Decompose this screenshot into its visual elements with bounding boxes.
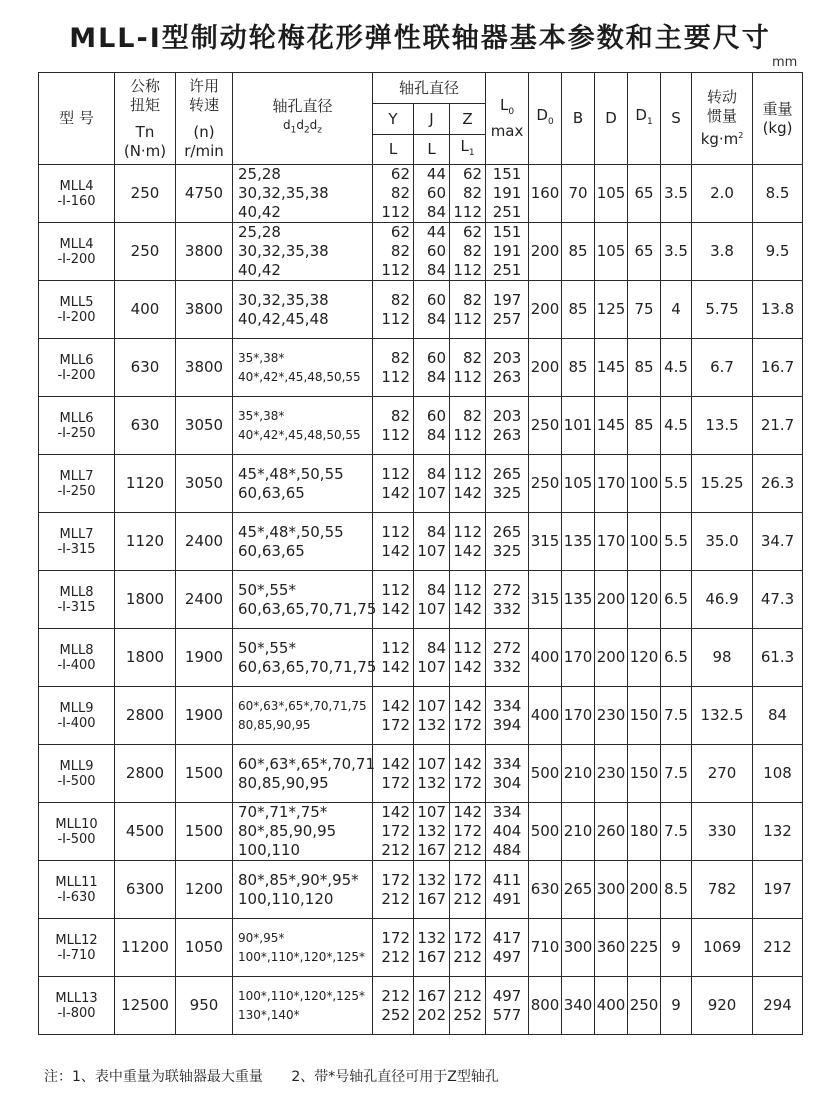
table-row bbox=[39, 281, 803, 339]
cell-l0: 151 191 251 bbox=[486, 223, 529, 281]
cell-torque: 630 bbox=[115, 397, 176, 455]
cell-b: 340 bbox=[562, 977, 595, 1035]
cell-y-l: 82 112 bbox=[373, 281, 414, 339]
cell-b: 105 bbox=[562, 455, 595, 513]
cell-b: 70 bbox=[562, 165, 595, 223]
cell-l0: 334 404 484 bbox=[486, 803, 529, 861]
cell-b: 135 bbox=[562, 513, 595, 571]
cell-shaft-diameter: 70*,71*,75* 80*,85,90,95 100,110 bbox=[233, 803, 373, 861]
cell-d0: 400 bbox=[529, 687, 562, 745]
cell-z-l1: 62 82 112 bbox=[450, 223, 486, 281]
cell-shaft-diameter: 35*,38* 40*,42*,45,48,50,55 bbox=[233, 339, 373, 397]
cell-speed: 3800 bbox=[176, 223, 233, 281]
cell-s: 3.5 bbox=[661, 223, 692, 281]
table-row bbox=[39, 455, 803, 513]
cell-y-l: 112 142 bbox=[373, 629, 414, 687]
cell-d0: 400 bbox=[529, 629, 562, 687]
cell-s: 4 bbox=[661, 281, 692, 339]
col-j: J bbox=[414, 104, 450, 135]
cell-speed: 3050 bbox=[176, 455, 233, 513]
cell-s: 7.5 bbox=[661, 745, 692, 803]
cell-y-l: 62 82 112 bbox=[373, 165, 414, 223]
cell-torque: 6300 bbox=[115, 861, 176, 919]
cell-d1: 120 bbox=[628, 571, 661, 629]
cell-s: 8.5 bbox=[661, 861, 692, 919]
cell-j-l: 84 107 bbox=[414, 513, 450, 571]
cell-z-l1: 142 172 bbox=[450, 745, 486, 803]
cell-inertia: 1069 bbox=[692, 919, 753, 977]
cell-l0: 497 577 bbox=[486, 977, 529, 1035]
unit-label: mm bbox=[772, 55, 798, 70]
cell-y-l: 112 142 bbox=[373, 455, 414, 513]
cell-d0: 200 bbox=[529, 223, 562, 281]
cell-weight: 108 bbox=[753, 745, 803, 803]
cell-j-l: 44 60 84 bbox=[414, 223, 450, 281]
table-row bbox=[39, 977, 803, 1035]
cell-l0: 272 332 bbox=[486, 571, 529, 629]
cell-speed: 1900 bbox=[176, 687, 233, 745]
cell-d: 170 bbox=[595, 455, 628, 513]
cell-inertia: 2.0 bbox=[692, 165, 753, 223]
cell-s: 5.5 bbox=[661, 513, 692, 571]
cell-torque: 250 bbox=[115, 223, 176, 281]
cell-z-l1: 62 82 112 bbox=[450, 165, 486, 223]
cell-inertia: 5.75 bbox=[692, 281, 753, 339]
cell-weight: 21.7 bbox=[753, 397, 803, 455]
cell-d1: 225 bbox=[628, 919, 661, 977]
cell-weight: 8.5 bbox=[753, 165, 803, 223]
cell-s: 7.5 bbox=[661, 803, 692, 861]
cell-d0: 200 bbox=[529, 281, 562, 339]
cell-torque: 1800 bbox=[115, 571, 176, 629]
cell-z-l1: 142 172 212 bbox=[450, 803, 486, 861]
cell-weight: 197 bbox=[753, 861, 803, 919]
cell-shaft-diameter: 35*,38* 40*,42*,45,48,50,55 bbox=[233, 397, 373, 455]
cell-model: MLL9 -I-400 bbox=[39, 687, 115, 745]
cell-l0: 411 491 bbox=[486, 861, 529, 919]
cell-shaft-diameter: 25,28 30,32,35,38 40,42 bbox=[233, 223, 373, 281]
cell-d1: 65 bbox=[628, 165, 661, 223]
cell-shaft-diameter: 25,28 30,32,35,38 40,42 bbox=[233, 165, 373, 223]
cell-d: 105 bbox=[595, 223, 628, 281]
cell-z-l1: 82 112 bbox=[450, 339, 486, 397]
cell-inertia: 330 bbox=[692, 803, 753, 861]
cell-j-l: 132 167 bbox=[414, 919, 450, 977]
cell-d1: 85 bbox=[628, 339, 661, 397]
cell-torque: 400 bbox=[115, 281, 176, 339]
spec-table bbox=[38, 72, 803, 1035]
cell-j-l: 107 132 167 bbox=[414, 803, 450, 861]
cell-shaft-diameter: 45*,48*,50,55 60,63,65 bbox=[233, 455, 373, 513]
col-inertia: 转动惯量 $kg\cdot m^2$ bbox=[692, 73, 753, 165]
cell-z-l1: 172 212 bbox=[450, 861, 486, 919]
cell-y-l: 142 172 bbox=[373, 687, 414, 745]
cell-s: 4.5 bbox=[661, 397, 692, 455]
col-model: 型 号 bbox=[39, 73, 115, 165]
cell-inertia: 270 bbox=[692, 745, 753, 803]
cell-torque: 4500 bbox=[115, 803, 176, 861]
cell-z-l1: 172 212 bbox=[450, 919, 486, 977]
cell-inertia: 6.7 bbox=[692, 339, 753, 397]
cell-b: 101 bbox=[562, 397, 595, 455]
footnote bbox=[44, 1066, 523, 1086]
cell-speed: 1900 bbox=[176, 629, 233, 687]
table-row bbox=[39, 803, 803, 861]
cell-weight: 294 bbox=[753, 977, 803, 1035]
cell-j-l: 107 132 bbox=[414, 745, 450, 803]
table-row bbox=[39, 745, 803, 803]
cell-b: 300 bbox=[562, 919, 595, 977]
cell-l0: 203 263 bbox=[486, 339, 529, 397]
cell-torque: 630 bbox=[115, 339, 176, 397]
cell-z-l1: 142 172 bbox=[450, 687, 486, 745]
col-j-l: L bbox=[414, 135, 450, 165]
cell-s: 6.5 bbox=[661, 571, 692, 629]
cell-d1: 200 bbox=[628, 861, 661, 919]
cell-z-l1: 112 142 bbox=[450, 455, 486, 513]
cell-speed: 2400 bbox=[176, 513, 233, 571]
cell-weight: 16.7 bbox=[753, 339, 803, 397]
cell-d0: 500 bbox=[529, 745, 562, 803]
cell-d: 145 bbox=[595, 397, 628, 455]
col-y-l: L bbox=[373, 135, 414, 165]
col-shaft-diameter: 轴孔直径 $d_1d_2d_z$ bbox=[233, 73, 373, 165]
cell-torque: 1800 bbox=[115, 629, 176, 687]
col-torque: 公称扭矩 Tn (N·m) bbox=[115, 73, 176, 165]
cell-model: MLL5 -I-200 bbox=[39, 281, 115, 339]
cell-b: 85 bbox=[562, 339, 595, 397]
cell-j-l: 60 84 bbox=[414, 281, 450, 339]
cell-model: MLL4 -I-200 bbox=[39, 223, 115, 281]
cell-j-l: 107 132 bbox=[414, 687, 450, 745]
note-2: 2、带*号轴孔直径可用于Z型轴孔 bbox=[291, 1069, 499, 1085]
cell-speed: 1200 bbox=[176, 861, 233, 919]
cell-l0: 197 257 bbox=[486, 281, 529, 339]
cell-d0: 800 bbox=[529, 977, 562, 1035]
cell-torque: 250 bbox=[115, 165, 176, 223]
cell-weight: 9.5 bbox=[753, 223, 803, 281]
cell-j-l: 44 60 84 bbox=[414, 165, 450, 223]
cell-model: MLL12 -I-710 bbox=[39, 919, 115, 977]
col-z: Z bbox=[450, 104, 486, 135]
cell-b: 170 bbox=[562, 687, 595, 745]
cell-d1: 85 bbox=[628, 397, 661, 455]
col-z-l1: $L_1$ bbox=[450, 135, 486, 165]
cell-torque: 2800 bbox=[115, 745, 176, 803]
cell-d: 400 bbox=[595, 977, 628, 1035]
cell-speed: 1500 bbox=[176, 803, 233, 861]
cell-shaft-diameter: 50*,55* 60,63,65,70,71,75 bbox=[233, 629, 373, 687]
cell-z-l1: 112 142 bbox=[450, 571, 486, 629]
cell-l0: 151 191 251 bbox=[486, 165, 529, 223]
cell-b: 170 bbox=[562, 629, 595, 687]
cell-shaft-diameter: 60*,63*,65*,70,71 80,85,90,95 bbox=[233, 745, 373, 803]
table-row bbox=[39, 339, 803, 397]
table-row bbox=[39, 861, 803, 919]
cell-y-l: 112 142 bbox=[373, 513, 414, 571]
col-d1: $D_1$ bbox=[628, 73, 661, 165]
cell-weight: 132 bbox=[753, 803, 803, 861]
cell-j-l: 84 107 bbox=[414, 455, 450, 513]
cell-b: 210 bbox=[562, 803, 595, 861]
cell-j-l: 60 84 bbox=[414, 339, 450, 397]
cell-model: MLL7 -I-315 bbox=[39, 513, 115, 571]
cell-model: MLL6 -I-250 bbox=[39, 397, 115, 455]
cell-b: 210 bbox=[562, 745, 595, 803]
col-d: D bbox=[595, 73, 628, 165]
table-row bbox=[39, 513, 803, 571]
cell-z-l1: 212 252 bbox=[450, 977, 486, 1035]
cell-weight: 26.3 bbox=[753, 455, 803, 513]
cell-torque: 11200 bbox=[115, 919, 176, 977]
cell-torque: 2800 bbox=[115, 687, 176, 745]
col-b: B bbox=[562, 73, 595, 165]
cell-inertia: 15.25 bbox=[692, 455, 753, 513]
cell-z-l1: 82 112 bbox=[450, 397, 486, 455]
cell-z-l1: 82 112 bbox=[450, 281, 486, 339]
cell-z-l1: 112 142 bbox=[450, 513, 486, 571]
cell-inertia: 46.9 bbox=[692, 571, 753, 629]
cell-weight: 84 bbox=[753, 687, 803, 745]
cell-d1: 100 bbox=[628, 513, 661, 571]
cell-d0: 250 bbox=[529, 455, 562, 513]
cell-inertia: 35.0 bbox=[692, 513, 753, 571]
cell-inertia: 782 bbox=[692, 861, 753, 919]
cell-y-l: 112 142 bbox=[373, 571, 414, 629]
cell-y-l: 82 112 bbox=[373, 397, 414, 455]
cell-y-l: 172 212 bbox=[373, 861, 414, 919]
cell-weight: 13.8 bbox=[753, 281, 803, 339]
cell-j-l: 60 84 bbox=[414, 397, 450, 455]
col-bore-group: 轴孔直径 bbox=[373, 73, 486, 104]
col-d0: $D_0$ bbox=[529, 73, 562, 165]
col-s: S bbox=[661, 73, 692, 165]
cell-s: 9 bbox=[661, 919, 692, 977]
cell-b: 85 bbox=[562, 281, 595, 339]
cell-y-l: 82 112 bbox=[373, 339, 414, 397]
cell-model: MLL10 -I-500 bbox=[39, 803, 115, 861]
cell-l0: 265 325 bbox=[486, 513, 529, 571]
cell-j-l: 132 167 bbox=[414, 861, 450, 919]
cell-d0: 500 bbox=[529, 803, 562, 861]
cell-j-l: 84 107 bbox=[414, 571, 450, 629]
cell-speed: 3800 bbox=[176, 281, 233, 339]
cell-model: MLL8 -I-400 bbox=[39, 629, 115, 687]
note-1: 注：1、表中重量为联轴器最大重量 bbox=[44, 1069, 263, 1085]
cell-d: 170 bbox=[595, 513, 628, 571]
cell-b: 85 bbox=[562, 223, 595, 281]
cell-d0: 630 bbox=[529, 861, 562, 919]
cell-d: 230 bbox=[595, 745, 628, 803]
cell-model: MLL11 -I-630 bbox=[39, 861, 115, 919]
cell-d0: 315 bbox=[529, 571, 562, 629]
cell-shaft-diameter: 60*,63*,65*,70,71,75 80,85,90,95 bbox=[233, 687, 373, 745]
cell-speed: 3050 bbox=[176, 397, 233, 455]
table-row bbox=[39, 919, 803, 977]
cell-model: MLL4 -I-160 bbox=[39, 165, 115, 223]
cell-shaft-diameter: 45*,48*,50,55 60,63,65 bbox=[233, 513, 373, 571]
cell-d1: 120 bbox=[628, 629, 661, 687]
cell-d: 260 bbox=[595, 803, 628, 861]
cell-d: 200 bbox=[595, 629, 628, 687]
cell-speed: 4750 bbox=[176, 165, 233, 223]
cell-speed: 3800 bbox=[176, 339, 233, 397]
cell-d1: 150 bbox=[628, 687, 661, 745]
cell-d0: 160 bbox=[529, 165, 562, 223]
cell-model: MLL8 -I-315 bbox=[39, 571, 115, 629]
col-l0: $L_0$ max bbox=[486, 73, 529, 165]
col-speed: 许用转速 (n) r/min bbox=[176, 73, 233, 165]
cell-b: 265 bbox=[562, 861, 595, 919]
table-row bbox=[39, 397, 803, 455]
table-row bbox=[39, 571, 803, 629]
cell-d0: 315 bbox=[529, 513, 562, 571]
cell-weight: 212 bbox=[753, 919, 803, 977]
cell-shaft-diameter: 90*,95* 100*,110*,120*,125* bbox=[233, 919, 373, 977]
cell-weight: 61.3 bbox=[753, 629, 803, 687]
cell-model: MLL7 -I-250 bbox=[39, 455, 115, 513]
cell-l0: 417 497 bbox=[486, 919, 529, 977]
cell-inertia: 13.5 bbox=[692, 397, 753, 455]
cell-torque: 1120 bbox=[115, 455, 176, 513]
cell-model: MLL9 -I-500 bbox=[39, 745, 115, 803]
cell-speed: 1500 bbox=[176, 745, 233, 803]
table-row bbox=[39, 687, 803, 745]
cell-y-l: 142 172 212 bbox=[373, 803, 414, 861]
page-title: MLL-I型制动轮梅花形弹性联轴器基本参数和主要尺寸 bbox=[69, 23, 771, 54]
cell-shaft-diameter: 30,32,35,38 40,42,45,48 bbox=[233, 281, 373, 339]
cell-s: 7.5 bbox=[661, 687, 692, 745]
cell-d: 105 bbox=[595, 165, 628, 223]
cell-y-l: 172 212 bbox=[373, 919, 414, 977]
cell-weight: 47.3 bbox=[753, 571, 803, 629]
cell-speed: 2400 bbox=[176, 571, 233, 629]
cell-l0: 334 304 bbox=[486, 745, 529, 803]
cell-l0: 203 263 bbox=[486, 397, 529, 455]
cell-l0: 265 325 bbox=[486, 455, 529, 513]
cell-d: 300 bbox=[595, 861, 628, 919]
cell-d1: 100 bbox=[628, 455, 661, 513]
cell-d1: 180 bbox=[628, 803, 661, 861]
col-weight: 重量 (kg) bbox=[753, 73, 803, 165]
cell-s: 5.5 bbox=[661, 455, 692, 513]
cell-d: 200 bbox=[595, 571, 628, 629]
cell-d: 125 bbox=[595, 281, 628, 339]
cell-d: 145 bbox=[595, 339, 628, 397]
cell-speed: 1050 bbox=[176, 919, 233, 977]
cell-d: 360 bbox=[595, 919, 628, 977]
cell-y-l: 142 172 bbox=[373, 745, 414, 803]
cell-z-l1: 112 142 bbox=[450, 629, 486, 687]
cell-d1: 75 bbox=[628, 281, 661, 339]
cell-l0: 272 332 bbox=[486, 629, 529, 687]
cell-d1: 65 bbox=[628, 223, 661, 281]
table-row bbox=[39, 165, 803, 223]
cell-s: 3.5 bbox=[661, 165, 692, 223]
table-row bbox=[39, 223, 803, 281]
cell-b: 135 bbox=[562, 571, 595, 629]
cell-model: MLL6 -I-200 bbox=[39, 339, 115, 397]
cell-y-l: 62 82 112 bbox=[373, 223, 414, 281]
cell-d0: 250 bbox=[529, 397, 562, 455]
cell-l0: 334 394 bbox=[486, 687, 529, 745]
cell-d1: 250 bbox=[628, 977, 661, 1035]
cell-torque: 12500 bbox=[115, 977, 176, 1035]
cell-d1: 150 bbox=[628, 745, 661, 803]
cell-s: 4.5 bbox=[661, 339, 692, 397]
col-y: Y bbox=[373, 104, 414, 135]
cell-j-l: 167 202 bbox=[414, 977, 450, 1035]
cell-shaft-diameter: 50*,55* 60,63,65,70,71,75 bbox=[233, 571, 373, 629]
cell-j-l: 84 107 bbox=[414, 629, 450, 687]
cell-inertia: 132.5 bbox=[692, 687, 753, 745]
cell-shaft-diameter: 100*,110*,120*,125* 130*,140* bbox=[233, 977, 373, 1035]
cell-inertia: 920 bbox=[692, 977, 753, 1035]
cell-s: 6.5 bbox=[661, 629, 692, 687]
cell-shaft-diameter: 80*,85*,90*,95* 100,110,120 bbox=[233, 861, 373, 919]
cell-model: MLL13 -I-800 bbox=[39, 977, 115, 1035]
cell-torque: 1120 bbox=[115, 513, 176, 571]
cell-speed: 950 bbox=[176, 977, 233, 1035]
table-row bbox=[39, 629, 803, 687]
cell-d0: 200 bbox=[529, 339, 562, 397]
cell-d0: 710 bbox=[529, 919, 562, 977]
cell-inertia: 3.8 bbox=[692, 223, 753, 281]
cell-weight: 34.7 bbox=[753, 513, 803, 571]
cell-d: 230 bbox=[595, 687, 628, 745]
table-header bbox=[39, 73, 803, 165]
table-body bbox=[39, 165, 803, 1035]
cell-inertia: 98 bbox=[692, 629, 753, 687]
cell-s: 9 bbox=[661, 977, 692, 1035]
cell-y-l: 212 252 bbox=[373, 977, 414, 1035]
